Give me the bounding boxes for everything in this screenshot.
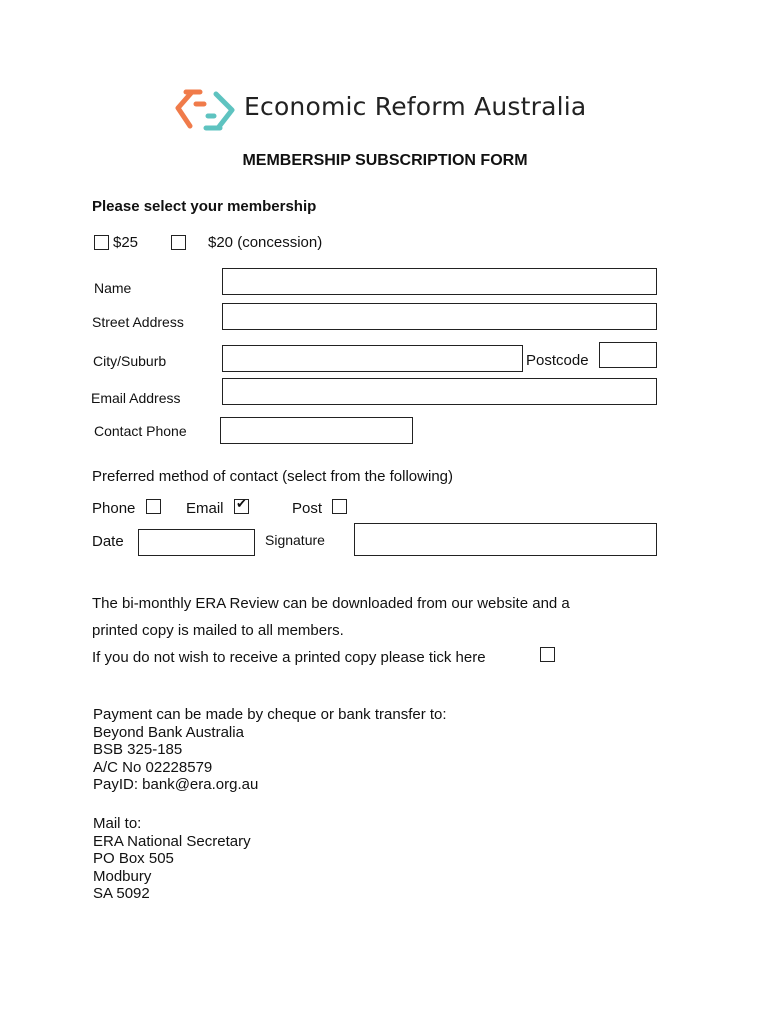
date-field[interactable] xyxy=(138,529,255,556)
contact-post-checkbox[interactable] xyxy=(332,499,347,514)
contact-email-option-label: Email xyxy=(186,500,224,517)
payid: PayID: bank@era.org.au xyxy=(93,776,259,793)
membership-25-checkbox[interactable] xyxy=(94,235,109,250)
mail-state-postcode: SA 5092 xyxy=(93,885,150,902)
name-field[interactable] xyxy=(222,268,657,295)
date-label: Date xyxy=(92,533,124,550)
city-label: City/Suburb xyxy=(93,353,167,369)
review-text-line-2: printed copy is mailed to all members. xyxy=(92,622,344,639)
membership-20-checkbox[interactable] xyxy=(171,235,186,250)
contact-email-checkbox[interactable] xyxy=(234,499,249,514)
mail-info xyxy=(93,815,251,903)
mail-recipient: ERA National Secretary xyxy=(93,832,251,850)
postcode-field[interactable] xyxy=(599,342,657,368)
form-title: MEMBERSHIP SUBSCRIPTION FORM xyxy=(242,152,528,169)
email-label: Email Address xyxy=(91,390,181,406)
bank-name: Beyond Bank Australia xyxy=(93,723,244,741)
bsb-number: BSB 325-185 xyxy=(93,741,183,758)
contact-phone-checkbox[interactable] xyxy=(146,499,161,514)
signature-field[interactable] xyxy=(354,523,657,556)
membership-20-label: $20 (concession) xyxy=(208,234,323,251)
city-field[interactable] xyxy=(222,345,523,372)
mail-suburb: Modbury xyxy=(93,867,152,885)
contact-post-option-label: Post xyxy=(292,500,323,517)
contact-phone-option-label: Phone xyxy=(92,500,136,517)
payment-info xyxy=(93,706,447,794)
mail-po-box: PO Box 505 xyxy=(93,850,174,867)
street-address-label: Street Address xyxy=(92,314,184,330)
email-field[interactable] xyxy=(222,378,657,405)
era-logo-icon xyxy=(172,86,238,136)
mail-heading: Mail to: xyxy=(93,815,142,832)
account-number: A/C No 02228579 xyxy=(93,758,213,776)
postcode-label: Postcode xyxy=(526,352,589,369)
contact-method-prompt: Preferred method of contact (select from the following) xyxy=(92,468,453,485)
signature-label: Signature xyxy=(265,532,325,548)
contact-phone-field[interactable] xyxy=(220,417,413,444)
payment-line: Payment can be made by cheque or bank transfer to: xyxy=(93,706,447,723)
review-text-line-1: The bi-monthly ERA Review can be downloaded from our website and a xyxy=(92,595,570,612)
street-address-field[interactable] xyxy=(222,303,657,330)
name-label: Name xyxy=(94,280,132,296)
org-logo xyxy=(172,86,602,136)
membership-prompt: Please select your membership xyxy=(92,198,317,215)
review-text-line-3: If you do not wish to receive a printed copy please tick here xyxy=(92,649,486,666)
membership-25-label: $25 xyxy=(113,234,139,251)
org-name: Economic Reform Australia xyxy=(244,92,587,121)
contact-phone-label: Contact Phone xyxy=(94,423,187,439)
no-printed-copy-checkbox[interactable] xyxy=(540,647,555,662)
